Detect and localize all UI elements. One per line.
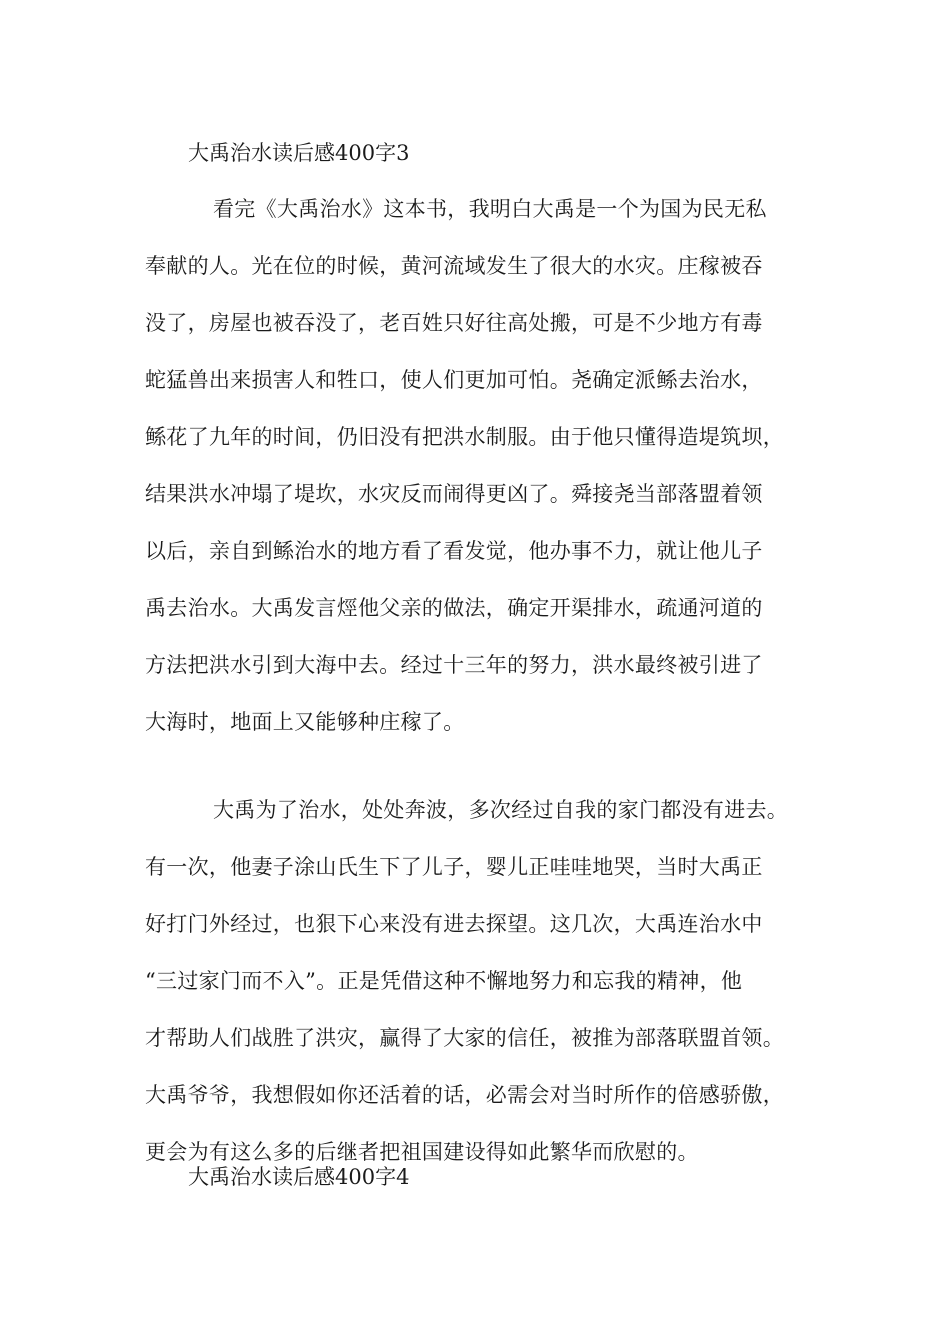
paragraph-line: “三过家门而不入”。正是凭借这种不懈地努力和忘我的精神，他 <box>145 969 743 993</box>
paragraph-line: 看完《大禹治水》这本书，我明白大禹是一个为国为民无私 <box>213 197 767 221</box>
paragraph-1 <box>145 194 807 764</box>
paragraph-line: 才帮助人们战胜了洪灾，赢得了大家的信任，被推为部落联盟首领。 <box>145 1026 784 1050</box>
paragraph-line: 禹去治水。大禹发言烴他父亲的做法，确定开渠排水，疏通河道的 <box>145 596 763 620</box>
paragraph-line: 鲧花了九年的时间，仍旧没有把洪水制服。由于他只懂得造堤筑坝， <box>145 425 784 449</box>
paragraph-2 <box>145 795 807 1194</box>
paragraph-line: 结果洪水冲塌了堤坎，水灾反而闹得更凶了。舜接尧当部落盟着领 <box>145 482 763 506</box>
paragraph-line: 大禹爷爷，我想假如你还活着的话，必需会对当时所作的倍感骄傲， <box>145 1083 784 1107</box>
section-heading-4: 大禹治水读后感400字4 <box>188 1165 410 1189</box>
paragraph-line: 大海时，地面上又能够种庄稼了。 <box>145 710 465 734</box>
paragraph-line: 以后，亲自到鲧治水的地方看了看发觉，他办事不力，就让他儿子 <box>145 539 763 563</box>
section-heading-3: 大禹治水读后感400字3 <box>188 141 410 165</box>
paragraph-line: 没了，房屋也被吞没了，老百姓只好往高处搬，可是不少地方有毒 <box>145 311 763 335</box>
paragraph-line: 大禹为了治水，处处奔波，多次经过自我的家门都没有进去。 <box>213 798 789 822</box>
paragraph-line: 奉献的人。光在位的时候，黄河流域发生了很大的水灾。庄稼被吞 <box>145 254 763 278</box>
paragraph-line: 有一次，他妻子涂山氏生下了儿子，婴儿正哇哇地哭，当时大禹正 <box>145 855 763 879</box>
paragraph-line: 好打门外经过，也狠下心来没有进去探望。这几次，大禹连治水中 <box>145 912 763 936</box>
paragraph-line: 蛇猛兽出来损害人和牲口，使人们更加可怕。尧确定派鲧去治水， <box>145 368 763 392</box>
paragraph-line: 方法把洪水引到大海中去。经过十三年的努力，洪水最终被引进了 <box>145 653 763 677</box>
paragraph-line: 更会为有这么多的后继者把祖国建设得如此繁华而欣慰的。 <box>145 1140 699 1164</box>
